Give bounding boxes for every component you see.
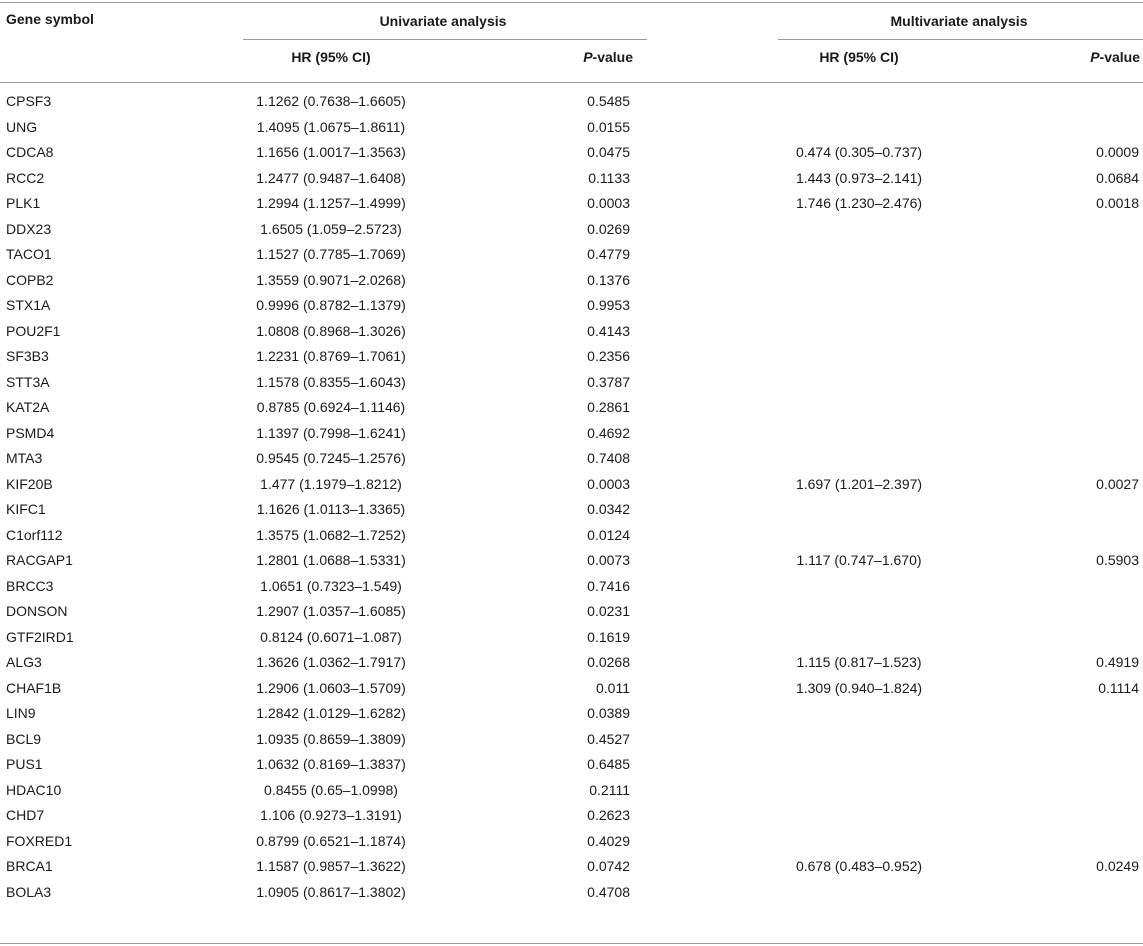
table-row [0,344,1143,369]
univariate-hr-cell: 1.2842 (1.0129–1.6282) [256,705,406,721]
univariate-pvalue-cell: 0.0124 [587,526,630,543]
univariate-pvalue-cell: 0.4779 [587,246,630,262]
table-row [0,370,1143,395]
table-row [0,854,1143,879]
univariate-pvalue-cell: 0.1619 [587,628,630,645]
univariate-pvalue-cell: 0.4029 [587,832,630,849]
gene-cell: BOLA3 [6,883,52,900]
gene-cell: LIN9 [6,705,36,721]
multivariate-pvalue-cell: 0.0684 [1096,169,1139,186]
multivariate-hr-cell: 1.117 (0.747–1.670) [796,552,922,568]
table-row [0,650,1143,675]
multivariate-underline [778,39,1143,40]
table-row [0,829,1143,854]
gene-cell: PLK1 [6,195,41,211]
table-row [0,89,1143,114]
header-univariate-hr: HR (95% CI) [291,49,371,65]
univariate-pvalue-cell: 0.4527 [587,730,630,747]
univariate-hr-cell: 1.3626 (1.0362–1.7917) [256,654,406,670]
gene-cell: CPSF3 [6,93,52,109]
table-row [0,701,1143,726]
p-suffix: -value [592,49,633,65]
univariate-pvalue-cell: 0.0231 [587,603,630,619]
table-row [0,803,1143,828]
gene-cell: RCC2 [6,169,45,186]
gene-cell: UNG [6,118,38,135]
header-multivariate-analysis: Multivariate analysis [890,13,1028,29]
univariate-hr-cell: 1.2477 (0.9487–1.6408) [256,169,406,186]
gene-cell: STX1A [6,297,51,313]
univariate-pvalue-cell: 0.2356 [587,348,630,364]
table-row [0,446,1143,471]
univariate-pvalue-cell: 0.0155 [587,118,630,135]
top-rule [0,2,1143,3]
gene-cell: MTA3 [6,450,43,466]
univariate-hr-cell: 1.2907 (1.0357–1.6085) [256,603,406,619]
univariate-underline [243,39,647,40]
table-row [0,140,1143,165]
header-univariate-analysis: Univariate analysis [379,13,507,29]
multivariate-pvalue-cell: 0.4919 [1096,654,1139,670]
univariate-hr-cell: 1.1397 (0.7998–1.6241) [256,424,406,441]
univariate-hr-cell: 0.8124 (0.6071–1.087) [260,628,402,645]
univariate-hr-cell: 1.106 (0.9273–1.3191) [260,807,402,823]
gene-cell: HDAC10 [6,781,62,798]
univariate-hr-cell: 1.0651 (0.7323–1.549) [260,577,402,594]
gene-cell: DDX23 [6,220,52,237]
univariate-hr-cell: 1.1527 (0.7785–1.7069) [256,246,406,262]
gene-cell: CDCA8 [6,144,54,160]
univariate-hr-cell: 0.9996 (0.8782–1.1379) [256,297,406,313]
p-suffix: -value [1099,49,1140,65]
multivariate-hr-cell: 1.443 (0.973–2.141) [795,169,923,186]
table-row [0,242,1143,267]
table-row [0,217,1143,242]
table-row [0,319,1143,344]
table-row [0,574,1143,599]
univariate-pvalue-cell: 0.9953 [587,297,630,313]
table-row [0,395,1143,420]
table-row [0,880,1143,905]
univariate-pvalue-cell: 0.1133 [588,169,630,186]
univariate-hr-cell: 1.3575 (1.0682–1.7252) [256,526,406,543]
univariate-hr-cell: 1.1626 (1.0113–1.3365) [256,501,406,517]
multivariate-pvalue-cell: 0.0249 [1096,858,1139,874]
table-row [0,625,1143,650]
multivariate-pvalue-cell: 0.0009 [1096,144,1139,160]
gene-cell: DONSON [6,603,68,619]
univariate-hr-cell: 1.1656 (1.0017–1.3563) [256,144,406,160]
gene-cell: ALG3 [6,654,42,670]
univariate-hr-cell: 1.2801 (1.0688–1.5331) [256,552,406,568]
gene-cell: FOXRED1 [6,832,73,849]
gene-cell: PSMD4 [6,424,55,441]
bottom-rule [0,943,1143,944]
univariate-pvalue-cell: 0.7416 [587,577,630,594]
univariate-hr-cell: 1.1262 (0.7638–1.6605) [256,93,406,109]
univariate-hr-cell: 1.2231 (0.8769–1.7061) [256,348,406,364]
univariate-pvalue-cell: 0.3787 [587,373,630,390]
univariate-hr-cell: 1.0632 (0.8169–1.3837) [256,756,406,772]
univariate-hr-cell: 1.6505 (1.059–2.5723) [260,220,402,237]
table-row [0,115,1143,140]
table-row [0,599,1143,624]
univariate-hr-cell: 0.9545 (0.7245–1.2576) [256,450,406,466]
univariate-pvalue-cell: 0.0073 [587,552,630,568]
univariate-hr-cell: 0.8785 (0.6924–1.1146) [256,399,406,415]
univariate-hr-cell: 1.0935 (0.8659–1.3809) [256,730,406,747]
univariate-pvalue-cell: 0.2861 [587,399,630,415]
gene-cell: KIF20B [6,475,53,492]
univariate-pvalue-cell: 0.0269 [587,220,630,237]
univariate-pvalue-cell: 0.0475 [587,144,630,160]
table-row [0,752,1143,777]
table-row [0,268,1143,293]
header-univariate-pvalue [583,48,633,66]
univariate-pvalue-cell: 0.1376 [587,271,630,288]
gene-cell: STT3A [6,373,50,390]
header-gene-symbol: Gene symbol [6,11,94,27]
p-italic: P [1090,49,1100,65]
univariate-hr-cell: 1.1578 (0.8355–1.6043) [256,373,406,390]
gene-cell: RACGAP1 [6,552,73,568]
multivariate-pvalue-cell: 0.5903 [1096,552,1139,568]
table-row [0,727,1143,752]
gene-cell: KAT2A [6,399,50,415]
gene-cell: BRCC3 [6,577,54,594]
table-row [0,778,1143,803]
univariate-pvalue-cell: 0.4708 [587,883,630,900]
univariate-pvalue-cell: 0.0003 [587,195,630,211]
univariate-pvalue-cell: 0.0003 [587,475,630,492]
table-row [0,497,1143,522]
multivariate-hr-cell: 1.309 (0.940–1.824) [795,679,923,696]
univariate-pvalue-cell: 0.0268 [587,654,630,670]
univariate-pvalue-cell: 0.2111 [589,781,630,798]
univariate-pvalue-cell: 0.4692 [587,424,630,441]
table-row [0,472,1143,497]
gene-cell: C1orf112 [6,526,63,543]
multivariate-pvalue-cell: 0.1114 [1098,679,1139,696]
univariate-pvalue-cell: 0.7408 [587,450,630,466]
univariate-pvalue-cell: 0.011 [596,679,630,696]
univariate-pvalue-cell: 0.0742 [587,858,630,874]
p-italic: P [583,49,593,65]
univariate-pvalue-cell: 0.2623 [587,807,630,823]
univariate-hr-cell: 1.1587 (0.9857–1.3622) [256,858,406,874]
univariate-pvalue-cell: 0.0342 [587,501,630,517]
multivariate-pvalue-cell: 0.0018 [1096,195,1139,211]
univariate-pvalue-cell: 0.4143 [587,322,630,339]
table-row [0,191,1143,216]
univariate-hr-cell: 1.4095 (1.0675–1.8611) [256,118,406,135]
gene-cell: CHAF1B [6,679,62,696]
table-row [0,676,1143,701]
gene-cell: BCL9 [6,730,42,747]
multivariate-hr-cell: 1.115 (0.817–1.523) [796,654,922,670]
gene-cell: TACO1 [6,246,52,262]
univariate-pvalue-cell: 0.0389 [587,705,630,721]
table-row [0,548,1143,573]
gene-cell: GTF2IRD1 [6,628,74,645]
table-row [0,523,1143,548]
table-row [0,421,1143,446]
univariate-hr-cell: 1.477 (1.1979–1.8212) [260,475,402,492]
multivariate-hr-cell: 0.474 (0.305–0.737) [795,144,923,160]
gene-cell: SF3B3 [6,348,49,364]
multivariate-hr-cell: 0.678 (0.483–0.952) [795,858,923,874]
univariate-hr-cell: 1.0905 (0.8617–1.3802) [256,883,406,900]
univariate-pvalue-cell: 0.6485 [587,756,630,772]
gene-cell: PUS1 [6,756,43,772]
univariate-hr-cell: 0.8455 (0.65–1.0998) [264,781,398,798]
multivariate-hr-cell: 1.697 (1.201–2.397) [795,475,923,492]
header-multivariate-hr: HR (95% CI) [819,49,899,65]
multivariate-hr-cell: 1.746 (1.230–2.476) [795,195,923,211]
gene-cell: CHD7 [6,807,45,823]
gene-cell: COPB2 [6,271,54,288]
gene-cell: KIFC1 [6,501,46,517]
multivariate-pvalue-cell: 0.0027 [1096,475,1139,492]
gene-cell: POU2F1 [6,322,61,339]
univariate-hr-cell: 1.2994 (1.1257–1.4999) [256,195,406,211]
univariate-hr-cell: 0.8799 (0.6521–1.1874) [256,832,406,849]
univariate-hr-cell: 1.2906 (1.0603–1.5709) [256,679,406,696]
table-row [0,166,1143,191]
header-bottom-rule [0,82,1143,83]
univariate-hr-cell: 1.3559 (0.9071–2.0268) [256,271,406,288]
univariate-pvalue-cell: 0.5485 [587,93,630,109]
gene-cell: BRCA1 [6,858,53,874]
univariate-hr-cell: 1.0808 (0.8968–1.3026) [256,322,406,339]
table-row [0,293,1143,318]
header-multivariate-pvalue [1090,48,1140,66]
